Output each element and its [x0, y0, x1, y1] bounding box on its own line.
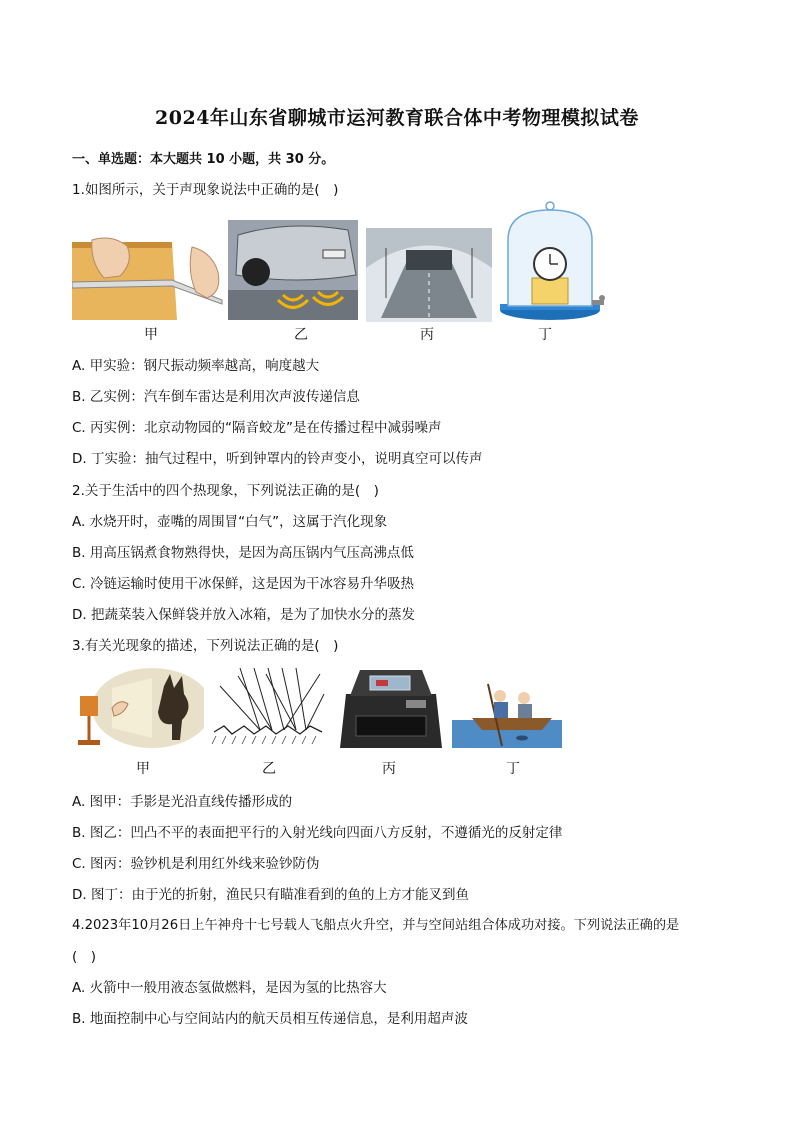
q3-caption-c: 丙	[382, 761, 396, 777]
car-wheel	[242, 258, 270, 286]
q3-option-a: A. 图甲：手影是光沿直线传播形成的	[72, 794, 293, 810]
boat	[472, 718, 552, 730]
q3-option-c: C. 图丙：验钞机是利用红外线来验钞防伪	[72, 856, 320, 872]
question-2-stem: 2.关于生活中的四个热现象，下列说法正确的是( )	[72, 483, 379, 499]
q1-caption-d: 丁	[538, 327, 552, 343]
q1-figure-car-radar	[228, 220, 358, 320]
q3-figure-money-detector	[336, 664, 446, 752]
lamp-head	[80, 696, 98, 716]
q1-option-c: C. 丙实例：北京动物园的“隔音蛟龙”是在传播过程中减弱噪声	[72, 420, 442, 436]
section-heading: 一、单选题：本大题共 10 小题，共 30 分。	[72, 152, 335, 167]
q2-option-d: D. 把蔬菜装入保鲜袋并放入冰箱，是为了加快水分的蒸发	[72, 607, 415, 623]
q1-option-b: B. 乙实例：汽车倒车雷达是利用次声波传递信息	[72, 389, 360, 405]
q4-option-a: A. 火箭中一般用液态氢做燃料，是因为氢的比热容大	[72, 980, 387, 996]
q2-option-b: B. 用高压锅煮食物熟得快，是因为高压锅内气压高沸点低	[72, 545, 414, 561]
q1-caption-b: 乙	[294, 327, 308, 343]
q1-caption-a: 甲	[144, 327, 158, 343]
page-title: 2024年山东省聊城市运河教育联合体中考物理模拟试卷	[155, 107, 639, 129]
question-3-stem: 3.有关光现象的描述，下列说法正确的是( )	[72, 638, 339, 654]
fish	[516, 736, 528, 741]
question-4-stem: 4.2023年10月26日上午神舟十七号载人飞船点火升空，并与空间站组合体成功对接。下列说法正确的是	[72, 918, 680, 933]
question-4-stem-cont: ( )	[72, 949, 97, 965]
q1-caption-c: 丙	[420, 327, 434, 343]
q1-figure-noise-barrier	[366, 228, 492, 322]
q3-figure-fisherman	[452, 676, 562, 748]
q1-figure-bell-jar	[498, 200, 608, 324]
q3-option-b: B. 图乙：凹凸不平的表面把平行的入射光线向四面八方反射，不遵循光的反射定律	[72, 825, 563, 841]
q3-caption-a: 甲	[136, 761, 150, 777]
q4-option-b: B. 地面控制中心与空间站内的航天员相互传递信息，是利用超声波	[72, 1011, 468, 1027]
q3-option-d: D. 图丁：由于光的折射，渔民只有瞄准看到的鱼的上方才能叉到鱼	[72, 887, 469, 903]
q3-caption-d: 丁	[506, 761, 520, 777]
q2-option-c: C. 冷链运输时使用干冰保鲜，这是因为干冰容易升华吸热	[72, 576, 415, 592]
q3-figure-hand-shadow	[72, 668, 204, 750]
q3-caption-b: 乙	[262, 761, 276, 777]
q2-option-a: A. 水烧开时，壶嘴的周围冒“白气”，这属于汽化现象	[72, 514, 388, 530]
q1-option-d: D. 丁实验：抽气过程中，听到钟罩内的铃声变小，说明真空可以传声	[72, 451, 483, 467]
q1-option-a: A. 甲实验：钢尺振动频率越高，响度越大	[72, 358, 320, 374]
question-1-stem: 1.如图所示，关于声现象说法中正确的是( )	[72, 182, 339, 198]
q1-figure-ruler	[72, 232, 228, 320]
clock-stand	[532, 278, 568, 304]
q3-figure-diffuse-reflection	[210, 664, 326, 748]
tunnel-entrance	[406, 250, 452, 270]
